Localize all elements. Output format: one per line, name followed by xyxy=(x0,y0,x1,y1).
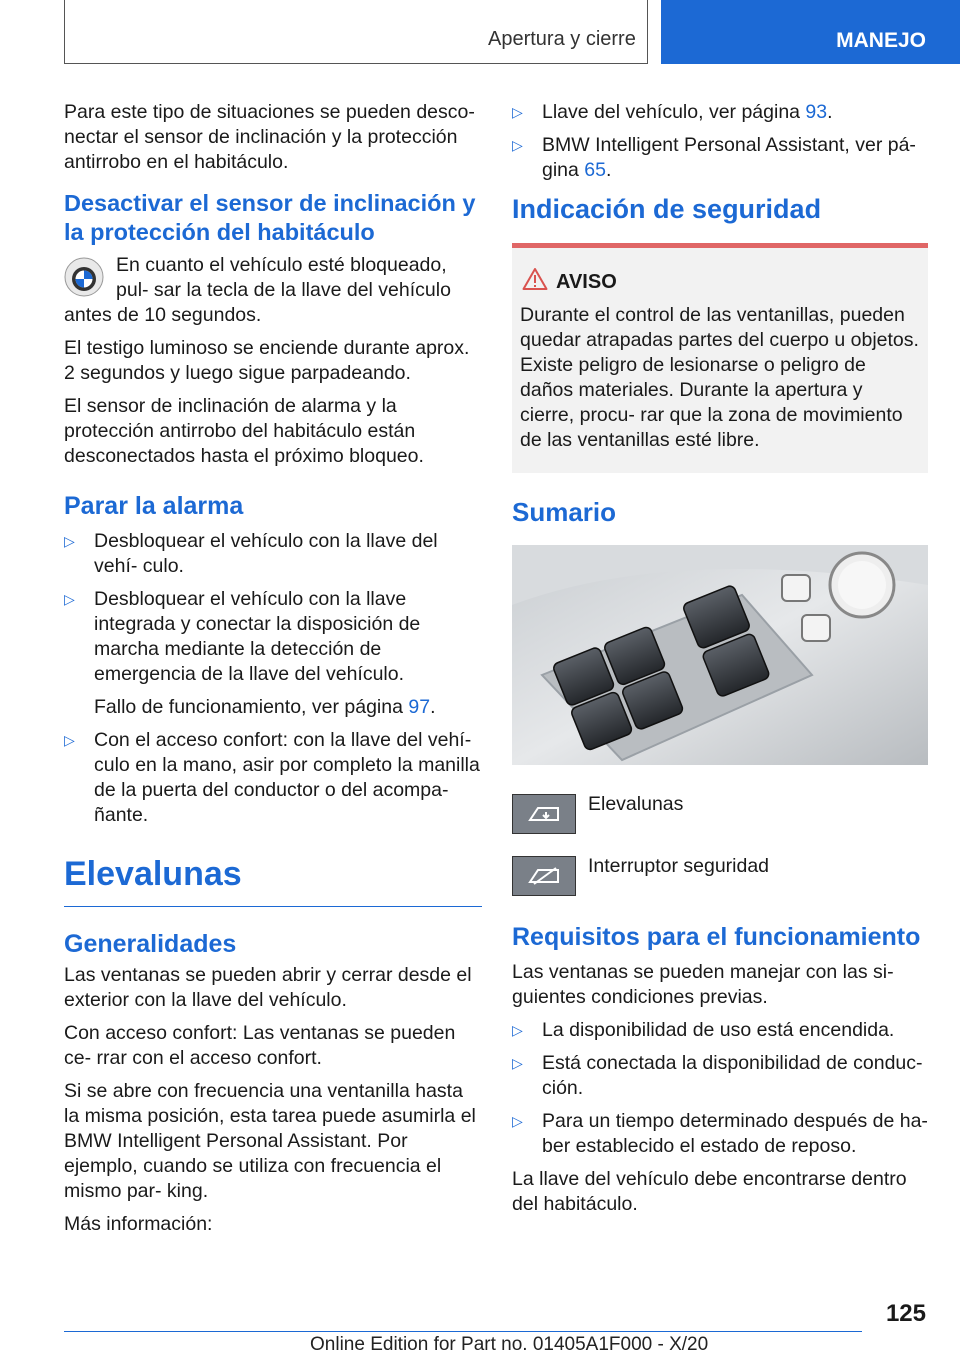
list-item xyxy=(512,1051,928,1101)
footer-divider xyxy=(64,1331,862,1332)
triangle-bullet-icon: ▷ xyxy=(64,591,75,607)
heading-requisitos: Requisitos para el funcionamiento xyxy=(512,923,921,951)
heading-seguridad: Indicación de seguridad xyxy=(512,193,928,248)
triangle-bullet-icon: ▷ xyxy=(512,137,523,153)
legend-label: Interruptor seguridad xyxy=(588,855,770,877)
key-paragraph xyxy=(64,253,482,328)
fallo-text: Fallo de funcionamiento, ver página xyxy=(94,696,409,718)
warning-title xyxy=(556,270,920,295)
list-item: ▷ Llave del vehículo, ver página 93. xyxy=(512,101,833,123)
mas-informacion: Más información: xyxy=(64,1213,213,1235)
page-link-93[interactable]: 93 xyxy=(805,101,828,123)
list-item-text: La disponibilidad de uso está encendida. xyxy=(542,1019,895,1041)
triangle-bullet-icon: ▷ xyxy=(512,1113,523,1129)
heading-parar-alarma: Parar la alarma xyxy=(64,492,244,520)
sensor-paragraph: El sensor de inclinación de alarma y la protección antirrobo del habitáculo están desconectados hasta el próximo bloqueo. xyxy=(64,395,424,467)
gen-paragraph-2: Con acceso confort: Las ventanas se pueden ce- rrar con el acceso confort. xyxy=(64,1022,456,1069)
req-paragraph: Las ventanas se pueden manejar con las si- guientes condiciones previas. xyxy=(512,961,894,1008)
chapter-tab[interactable] xyxy=(661,0,960,64)
safety-switch-icon xyxy=(512,856,576,896)
heading-elevalunas: Elevalunas xyxy=(64,854,482,907)
list-item xyxy=(64,529,482,579)
footer-edition: Online Edition for Part no. 01405A1F000 - X/20 xyxy=(310,1334,709,1355)
list-item xyxy=(512,1018,928,1043)
requirements-list xyxy=(512,1018,928,1159)
triangle-bullet-icon: ▷ xyxy=(512,1055,523,1071)
gen-paragraph-1: Las ventanas se pueden abrir y cerrar desde el exterior con la llave del vehículo. xyxy=(64,964,472,1011)
page-number: 125 xyxy=(885,1300,926,1327)
window-switch-photo xyxy=(512,545,928,765)
chapter-label: MANEJO xyxy=(836,29,926,52)
triangle-bullet-icon: ▷ xyxy=(64,533,75,549)
legend-elevalunas xyxy=(512,792,928,834)
legend-interruptor xyxy=(512,854,928,896)
triangle-bullet-icon: ▷ xyxy=(512,104,523,120)
list-item-text: Con el acceso confort: con la llave del vehí- culo en la mano, asir por completo la manilla de la puerta del conductor o del acompa- ñante. xyxy=(94,729,480,826)
list-item-text: Desbloquear el vehículo con la llave del vehí- culo. xyxy=(94,530,438,577)
alarm-list xyxy=(64,529,482,828)
page-link-65[interactable]: 65 xyxy=(584,159,606,181)
right-column xyxy=(512,100,928,1225)
heading-generalidades: Generalidades xyxy=(64,930,237,958)
list-item: ▷ BMW Intelligent Personal Assistant, ver pá- gina 65. xyxy=(512,134,916,181)
warning-title-text: AVISO xyxy=(556,271,617,293)
list-item-text: Llave del vehículo, ver página xyxy=(542,101,806,123)
warning-text: Durante el control de las ventanillas, pueden quedar atrapadas partes del cuerpo u objetos. Existe peligro de lesionarse o peligro de daños materiales. Durante la apertura y cierre, procu- rar que la zona de movimiento de las ventanillas esté libre. xyxy=(520,304,919,451)
gen-paragraph-3: Si se abre con frecuencia una ventanilla hasta la misma posición, esta tarea puede asumirla el BMW Intelligent Personal Assistant. Por ejemplo, cuando se utiliza con frecuencia el mismo par- king. xyxy=(64,1080,476,1202)
list-item xyxy=(512,1109,928,1159)
bmw-key-icon xyxy=(64,257,104,297)
page-link-97[interactable]: 97 xyxy=(408,696,431,718)
warning-triangle-icon xyxy=(522,267,548,291)
key-text: En cuanto el vehículo esté bloqueado, pul- sar la tecla de la llave del vehículo antes de 10 segundos. xyxy=(64,254,451,326)
list-item xyxy=(64,728,482,828)
section-title: Apertura y cierre xyxy=(488,28,636,50)
heading-sumario: Sumario xyxy=(512,497,617,527)
list-item-text: Para un tiempo determinado después de ha- ber establecido el estado de reposo. xyxy=(542,1110,928,1157)
llave-paragraph: La llave del vehículo debe encontrarse dentro del habitáculo. xyxy=(512,1168,907,1215)
list-item-text: Desbloquear el vehículo con la llave integrada y conectar la disposición de marcha mediante la detección de emergencia de la llave del vehículo. xyxy=(94,588,421,685)
legend-label: Elevalunas xyxy=(588,793,684,815)
list-item xyxy=(64,587,482,720)
triangle-bullet-icon: ▷ xyxy=(512,1022,523,1038)
left-column xyxy=(64,100,482,1245)
triangle-bullet-icon: ▷ xyxy=(64,732,75,748)
warning-box xyxy=(512,248,928,473)
heading-desactivar: Desactivar el sensor de inclinación y la protección del habitáculo xyxy=(64,190,476,245)
list-item-text: Está conectada la disponibilidad de conduc- ción. xyxy=(542,1052,923,1099)
list-item-text: BMW Intelligent Personal Assistant, ver pá- gina xyxy=(542,134,916,181)
window-switch-icon xyxy=(512,794,576,834)
fallo-reference: Fallo de funcionamiento, ver página 97. xyxy=(94,696,436,718)
reference-list xyxy=(512,100,928,183)
intro-paragraph: Para este tipo de situaciones se pueden desco- nectar el sensor de inclinación y la protección antirrobo en el habitáculo. xyxy=(64,101,475,173)
testigo-paragraph: El testigo luminoso se enciende durante aprox. 2 segundos y luego sigue parpadeando. xyxy=(64,337,470,384)
